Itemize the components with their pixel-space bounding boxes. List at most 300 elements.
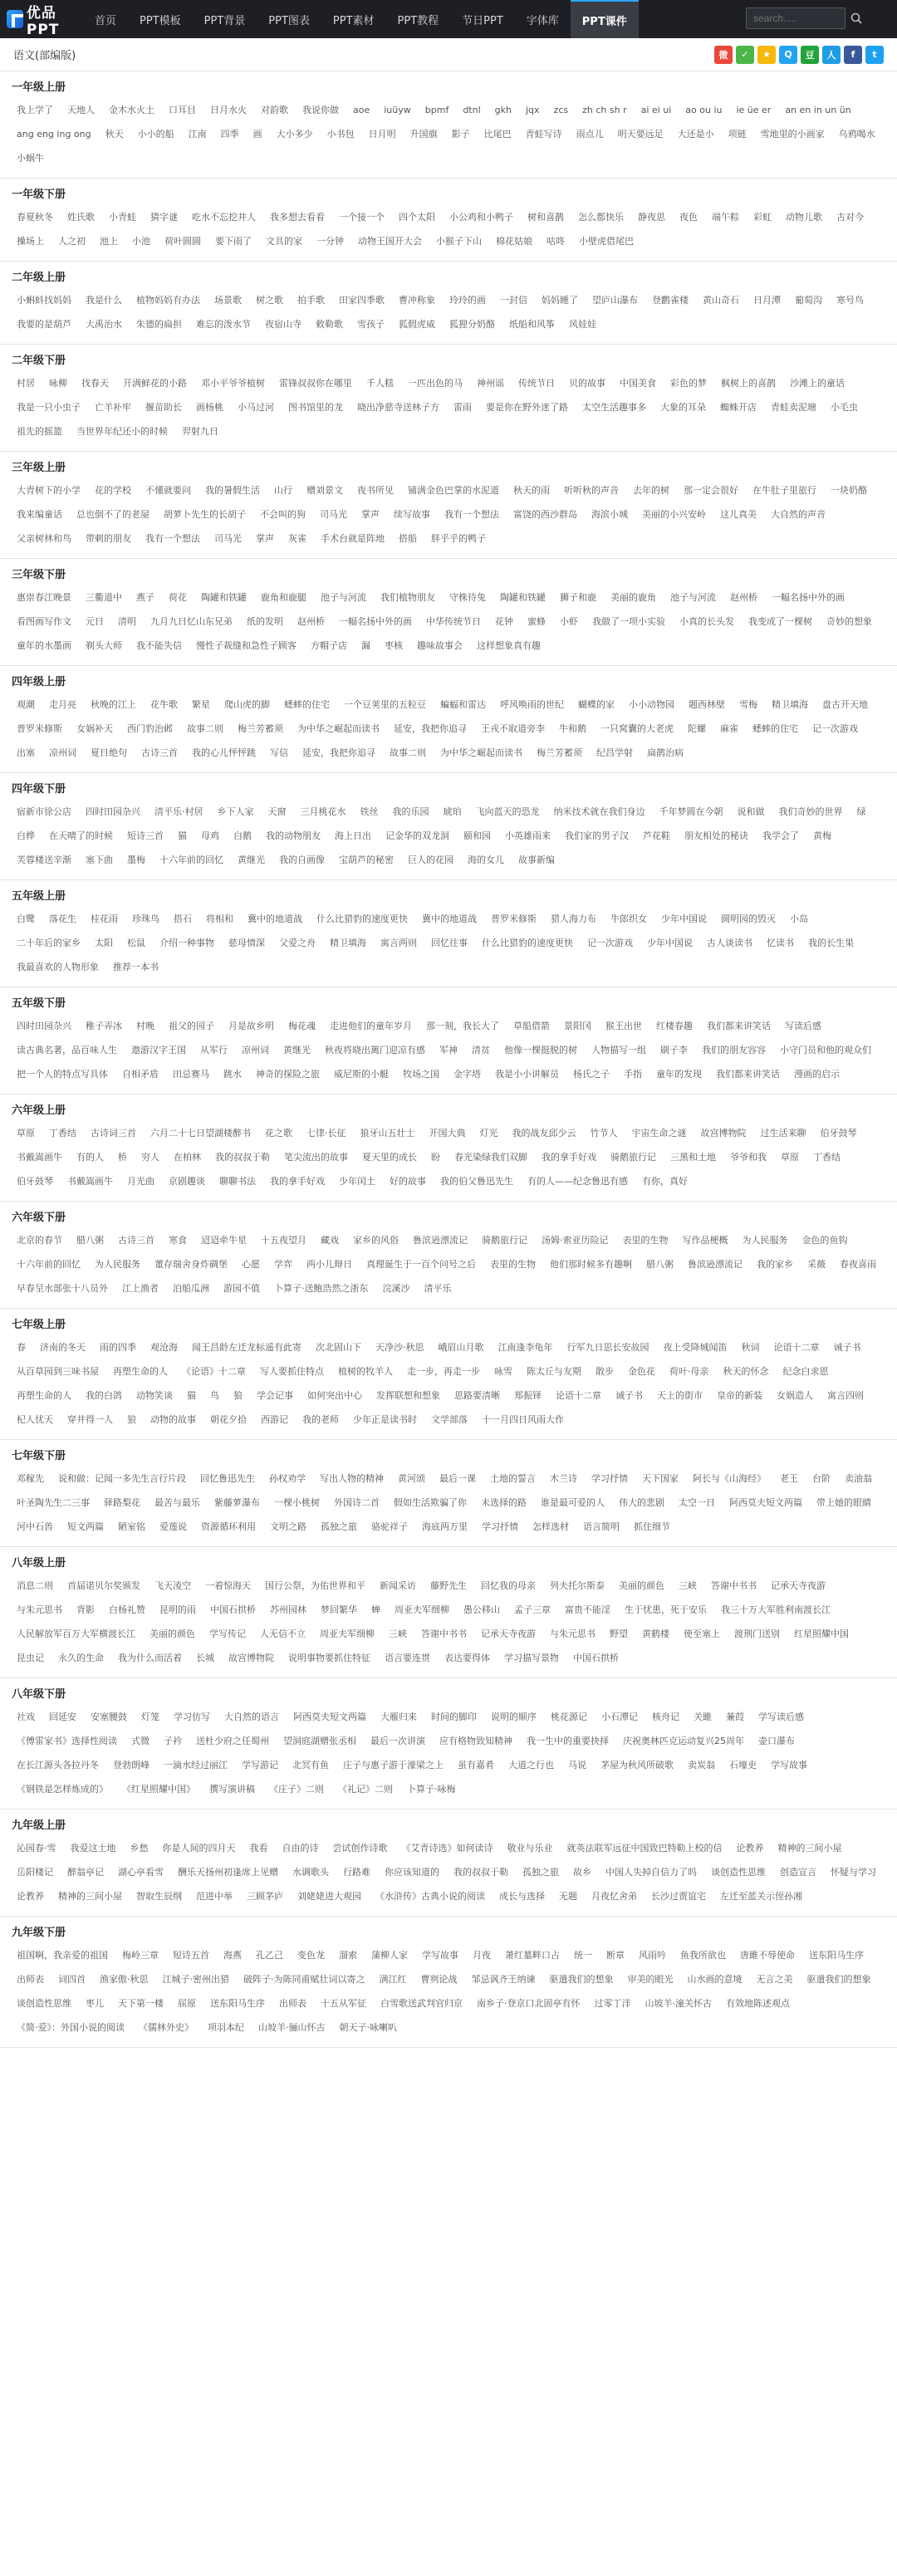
- lesson-link[interactable]: 式微: [131, 1736, 150, 1746]
- lesson-link[interactable]: 邓小平爷爷植树: [201, 378, 265, 389]
- lesson-link[interactable]: 蝙蝠和雷达: [440, 699, 486, 710]
- lesson-link[interactable]: 诫子书: [833, 1342, 861, 1353]
- lesson-link[interactable]: 月夜: [473, 1950, 491, 1961]
- lesson-link[interactable]: 怎么都快乐: [578, 212, 624, 223]
- lesson-link[interactable]: 爷爷和我: [730, 1152, 767, 1163]
- lesson-link[interactable]: 说和做：记闻一多先生言行片段: [58, 1473, 186, 1484]
- lesson-link[interactable]: 开国大典: [429, 1128, 466, 1139]
- lesson-link[interactable]: 过生活来聊: [760, 1128, 806, 1139]
- lesson-link[interactable]: 屈原: [178, 1998, 196, 2009]
- lesson-link[interactable]: 鹿角和鹿腿: [261, 592, 306, 603]
- lesson-link[interactable]: 小蝌蚪找妈妈: [17, 295, 71, 306]
- lesson-link[interactable]: 学会记事: [257, 1390, 293, 1401]
- lesson-link[interactable]: 棉花姑娘: [496, 236, 532, 247]
- lesson-link[interactable]: 杞人忧天: [17, 1414, 53, 1425]
- lesson-link[interactable]: 聊聊书法: [219, 1176, 256, 1187]
- lesson-link[interactable]: 陈太丘与友期: [527, 1366, 581, 1377]
- lesson-link[interactable]: 学写故事: [422, 1950, 458, 1961]
- lesson-link[interactable]: 故事二则: [390, 747, 426, 758]
- lesson-link[interactable]: 孤独之旅: [522, 1867, 559, 1878]
- lesson-link[interactable]: 掌声: [256, 533, 274, 544]
- lesson-link[interactable]: 方帽子店: [311, 640, 347, 651]
- lesson-link[interactable]: 昆虫记: [17, 1653, 44, 1663]
- lesson-link[interactable]: 卖油翁: [845, 1473, 872, 1484]
- lesson-link[interactable]: 铺满金色巴掌的水泥道: [408, 485, 499, 496]
- lesson-link[interactable]: 文学部落: [431, 1414, 468, 1425]
- lesson-link[interactable]: 元日: [86, 616, 104, 627]
- lesson-link[interactable]: 九月九日忆山东兄弟: [150, 616, 233, 627]
- lesson-link[interactable]: 太空生活趣事多: [582, 402, 646, 413]
- lesson-link[interactable]: 美丽的鹿角: [610, 592, 656, 603]
- lesson-link[interactable]: 曹刿论战: [420, 1974, 458, 1985]
- lesson-link[interactable]: 人物描写一组: [591, 1045, 646, 1055]
- lesson-link[interactable]: 村居: [17, 378, 35, 389]
- lesson-link[interactable]: 中华传统节日: [426, 616, 481, 627]
- lesson-link[interactable]: 枣核: [385, 640, 403, 651]
- lesson-link[interactable]: 秋天的怀念: [723, 1366, 769, 1377]
- lesson-link[interactable]: 手术台就是阵地: [321, 533, 385, 544]
- lesson-link[interactable]: 四季: [220, 129, 239, 140]
- lesson-link[interactable]: 济南的冬天: [40, 1342, 86, 1353]
- lesson-link[interactable]: 金木水火土: [109, 105, 154, 115]
- lesson-link[interactable]: 颐和园: [463, 830, 491, 841]
- lesson-link[interactable]: 大禹治水: [86, 319, 122, 330]
- douban-icon[interactable]: 豆: [801, 46, 819, 64]
- lesson-link[interactable]: iuüyw: [384, 105, 411, 115]
- lesson-link[interactable]: 出师表: [279, 1998, 306, 2009]
- lesson-link[interactable]: 有的人: [76, 1152, 104, 1163]
- lesson-link[interactable]: 我的家乡: [757, 1259, 793, 1270]
- lesson-link[interactable]: 雪孩子: [357, 319, 385, 330]
- lesson-link[interactable]: 清平乐: [424, 1283, 452, 1294]
- lesson-link[interactable]: 彩虹: [753, 212, 772, 223]
- lesson-link[interactable]: 小青蛙: [109, 212, 136, 223]
- lesson-link[interactable]: 早春呈水部张十八员外: [17, 1283, 108, 1294]
- lesson-link[interactable]: 不会叫的狗: [260, 509, 306, 520]
- lesson-link[interactable]: 伯牙鼓琴: [17, 1176, 53, 1187]
- lesson-link[interactable]: 驱遣我们的想象: [549, 1974, 614, 1985]
- lesson-link[interactable]: 语言简明: [583, 1521, 620, 1532]
- lesson-link[interactable]: 清明: [118, 616, 136, 627]
- lesson-link[interactable]: 我要的是葫芦: [17, 319, 71, 330]
- lesson-link[interactable]: 小虾: [560, 616, 578, 627]
- lesson-link[interactable]: 送东阳马生序: [809, 1950, 864, 1961]
- lesson-link[interactable]: 蒲柳人家: [371, 1950, 408, 1961]
- lesson-link[interactable]: 论教养: [736, 1843, 764, 1854]
- lesson-link[interactable]: 走月亮: [49, 699, 76, 710]
- lesson-link[interactable]: 春夏秋冬: [17, 212, 53, 223]
- lesson-link[interactable]: 大自然的声音: [771, 509, 826, 520]
- lesson-link[interactable]: 图书馆里的龙: [288, 402, 343, 413]
- lesson-link[interactable]: 台阶: [812, 1473, 831, 1484]
- lesson-link[interactable]: 行军九日思长安故园: [566, 1342, 649, 1353]
- lesson-link[interactable]: 短诗三首: [127, 830, 164, 841]
- lesson-link[interactable]: 朝天子·咏喇叭: [339, 2022, 397, 2033]
- lesson-link[interactable]: 蟋蟀的住宅: [752, 723, 798, 734]
- lesson-link[interactable]: 为人民服务: [95, 1259, 140, 1270]
- lesson-link[interactable]: 赵州桥: [297, 616, 325, 627]
- lesson-link[interactable]: 短诗五首: [173, 1950, 209, 1961]
- lesson-link[interactable]: 江南逢李龟年: [498, 1342, 553, 1353]
- lesson-link[interactable]: 我爱这土地: [70, 1843, 116, 1854]
- lesson-link[interactable]: 我们植物朋友: [380, 592, 435, 603]
- lesson-link[interactable]: 青蛙卖泥塘: [771, 402, 816, 413]
- lesson-link[interactable]: 长沙过贾谊宅: [651, 1891, 706, 1902]
- lesson-link[interactable]: 记一次游戏: [812, 723, 858, 734]
- lesson-link[interactable]: 梅岭三章: [122, 1950, 159, 1961]
- lesson-link[interactable]: 西门豹治邺: [127, 723, 173, 734]
- lesson-link[interactable]: 一只窝囊的大老虎: [600, 723, 674, 734]
- lesson-link[interactable]: 千年梦圆在今朝: [659, 806, 723, 817]
- lesson-link[interactable]: 中国石拱桥: [573, 1653, 619, 1663]
- lesson-link[interactable]: zh ch sh r: [582, 105, 627, 115]
- lesson-link[interactable]: 精神的三间小屋: [58, 1891, 122, 1902]
- lesson-link[interactable]: 腊八粥: [76, 1235, 104, 1246]
- lesson-link[interactable]: 有效地陈述观点: [726, 1998, 790, 2009]
- lesson-link[interactable]: 狼牙山五壮士: [360, 1128, 415, 1139]
- lesson-link[interactable]: 塞下曲: [86, 855, 113, 865]
- lesson-link[interactable]: 神州谣: [477, 378, 504, 389]
- lesson-link[interactable]: 土地的誓言: [490, 1473, 536, 1484]
- lesson-link[interactable]: 草原: [781, 1152, 799, 1163]
- lesson-link[interactable]: 春夜喜雨: [840, 1259, 876, 1270]
- lesson-link[interactable]: 我是一只小虫子: [17, 402, 81, 413]
- lesson-link[interactable]: 带刺的朋友: [86, 533, 131, 544]
- lesson-link[interactable]: 揠苗助长: [145, 402, 182, 413]
- lesson-link[interactable]: 江南: [188, 129, 207, 140]
- lesson-link[interactable]: 行路难: [343, 1867, 370, 1878]
- lesson-link[interactable]: 推荐一本书: [113, 962, 159, 972]
- lesson-link[interactable]: 猫: [178, 830, 187, 841]
- lesson-link[interactable]: 池子与河流: [321, 592, 366, 603]
- lesson-link[interactable]: 应有格物致知精神: [439, 1736, 512, 1746]
- lesson-link[interactable]: 我一生中的重要抉择: [527, 1736, 609, 1746]
- lesson-link[interactable]: 麻雀: [720, 723, 738, 734]
- lesson-link[interactable]: 雪梅: [739, 699, 757, 710]
- lesson-link[interactable]: 有的人——纪念鲁迅有感: [527, 1176, 628, 1187]
- lesson-link[interactable]: 亡羊补牢: [95, 402, 131, 413]
- lesson-link[interactable]: 出师表: [17, 1974, 44, 1985]
- lesson-link[interactable]: 孤独之旅: [321, 1521, 357, 1532]
- lesson-link[interactable]: 沁园春·雪: [17, 1843, 56, 1854]
- lesson-link[interactable]: 学写游记: [242, 1760, 278, 1770]
- lesson-link[interactable]: 登勃朗峰: [113, 1760, 150, 1770]
- lesson-link[interactable]: 要下雨了: [215, 236, 252, 247]
- lesson-link[interactable]: 漏: [361, 640, 370, 651]
- lesson-link[interactable]: 我们家的男子汉: [565, 830, 629, 841]
- lesson-link[interactable]: 走一步，再走一步: [407, 1366, 480, 1377]
- lesson-link[interactable]: 猴王出世: [605, 1021, 642, 1031]
- lesson-link[interactable]: 一块奶酪: [831, 485, 867, 496]
- lesson-link[interactable]: 成长与选择: [499, 1891, 545, 1902]
- lesson-link[interactable]: 记承天寺夜游: [771, 1580, 826, 1591]
- lesson-link[interactable]: 海上日出: [335, 830, 371, 841]
- lesson-link[interactable]: 吃水不忘挖井人: [192, 212, 256, 223]
- lesson-link[interactable]: 青蛙写诗: [525, 129, 562, 140]
- lesson-link[interactable]: 荷花: [169, 592, 187, 603]
- lesson-link[interactable]: 蝉: [371, 1604, 380, 1615]
- lesson-link[interactable]: 巨人的花园: [408, 855, 453, 865]
- lesson-link[interactable]: 少年中国说: [661, 913, 707, 924]
- lesson-link[interactable]: 乡下人家: [217, 806, 254, 817]
- lesson-link[interactable]: gkh: [494, 105, 512, 115]
- lesson-link[interactable]: 三峡: [389, 1628, 407, 1639]
- lesson-link[interactable]: 蟋蟀的住宅: [284, 699, 330, 710]
- lesson-link[interactable]: 最后一次讲演: [370, 1736, 425, 1746]
- lesson-link[interactable]: 江上渔者: [122, 1283, 159, 1294]
- lesson-link[interactable]: 一着惊海天: [205, 1580, 251, 1591]
- lesson-link[interactable]: 去年的树: [633, 485, 669, 496]
- lesson-link[interactable]: 大青树下的小学: [17, 485, 81, 496]
- lesson-link[interactable]: 创造宣言: [780, 1867, 816, 1878]
- lesson-link[interactable]: 黄河颂: [398, 1473, 425, 1484]
- lesson-link[interactable]: 陶罐和铁罐: [201, 592, 247, 603]
- lesson-link[interactable]: 夏日绝句: [91, 747, 127, 758]
- lesson-link[interactable]: 送东阳马生序: [210, 1998, 265, 2009]
- lesson-link[interactable]: 记承天寺夜游: [481, 1628, 536, 1639]
- lesson-link[interactable]: 盘古开天地: [822, 699, 868, 710]
- lesson-link[interactable]: 夜色: [679, 212, 698, 223]
- lesson-link[interactable]: 蜜蜂: [527, 616, 546, 627]
- lesson-link[interactable]: 我的自画像: [279, 855, 325, 865]
- lesson-link[interactable]: 爬山虎的脚: [224, 699, 270, 710]
- lesson-link[interactable]: 在牛肚子里旅行: [752, 485, 816, 496]
- lesson-link[interactable]: 从军行: [200, 1045, 228, 1055]
- lesson-link[interactable]: 雨点儿: [576, 129, 604, 140]
- lesson-link[interactable]: 自由的诗: [282, 1843, 319, 1854]
- lesson-link[interactable]: 雷锋叔叔你在哪里: [279, 378, 352, 389]
- lesson-link[interactable]: 新闻采访: [380, 1580, 416, 1591]
- lesson-link[interactable]: 关雎: [694, 1712, 712, 1722]
- lesson-link[interactable]: 荷叶圆圆: [164, 236, 201, 247]
- lesson-link[interactable]: 小书包: [326, 129, 355, 140]
- lesson-link[interactable]: 传统节日: [518, 378, 555, 389]
- lesson-link[interactable]: 朋友相处的秘诀: [684, 830, 748, 841]
- lesson-link[interactable]: 动物儿歌: [786, 212, 822, 223]
- lesson-link[interactable]: 穿井得一人: [67, 1414, 113, 1425]
- lesson-link[interactable]: 陶罐和铁罐: [500, 592, 546, 603]
- lesson-link[interactable]: 威尼斯的小艇: [334, 1069, 389, 1080]
- lesson-link[interactable]: 动物的故事: [150, 1414, 196, 1425]
- lesson-link[interactable]: 陋室铭: [118, 1521, 145, 1532]
- lesson-link[interactable]: 海滨小城: [591, 509, 628, 520]
- lesson-link[interactable]: 夜书所见: [357, 485, 394, 496]
- lesson-link[interactable]: 花牛歌: [150, 699, 178, 710]
- lesson-link[interactable]: 如何突出中心: [307, 1390, 362, 1401]
- lesson-link[interactable]: 春: [17, 1342, 26, 1353]
- lesson-link[interactable]: 晓出净慈寺送林子方: [357, 402, 439, 413]
- lesson-link[interactable]: 永久的生命: [58, 1653, 104, 1663]
- lesson-link[interactable]: 我的战友邱少云: [512, 1128, 576, 1139]
- lesson-link[interactable]: 这儿真美: [720, 509, 757, 520]
- lesson-link[interactable]: 断章: [606, 1950, 625, 1961]
- lesson-link[interactable]: 我的白鸽: [86, 1390, 122, 1401]
- lesson-link[interactable]: 鱼我所欲也: [680, 1950, 726, 1961]
- lesson-link[interactable]: 首届诺贝尔奖颁发: [67, 1580, 140, 1591]
- lesson-link[interactable]: 大还是小: [677, 129, 714, 140]
- lesson-link[interactable]: 无言之美: [756, 1974, 793, 1985]
- lesson-link[interactable]: 夏天里的成长: [362, 1152, 417, 1163]
- lesson-link[interactable]: 陀螺: [688, 723, 706, 734]
- lesson-link[interactable]: 邹忌讽齐王纳谏: [471, 1974, 536, 1985]
- lesson-link[interactable]: 延安，我把你追寻: [302, 747, 375, 758]
- lesson-link[interactable]: 三顾茅庐: [247, 1891, 283, 1902]
- lesson-link[interactable]: 我做了一项小实验: [592, 616, 665, 627]
- lesson-link[interactable]: 书戴嵩画牛: [67, 1176, 113, 1187]
- lesson-link[interactable]: 记一次游戏: [587, 938, 633, 948]
- lesson-link[interactable]: 故乡: [573, 1867, 591, 1878]
- nav-item[interactable]: PPT课件: [571, 0, 639, 38]
- lesson-link[interactable]: 《简·爱》：外国小说的阅读: [17, 2022, 125, 2033]
- lesson-link[interactable]: 一封信: [500, 295, 527, 306]
- lesson-link[interactable]: 母鸡: [201, 830, 219, 841]
- lesson-link[interactable]: 论教养: [17, 1891, 44, 1902]
- lesson-link[interactable]: 智取生辰纲: [136, 1891, 182, 1902]
- lesson-link[interactable]: 宝葫芦的秘密: [339, 855, 394, 865]
- lesson-link[interactable]: 美丽的颜色: [150, 1628, 195, 1639]
- lesson-link[interactable]: 什么比猎豹的速度更快: [316, 913, 408, 924]
- lesson-link[interactable]: 周亚夫军细柳: [395, 1604, 449, 1615]
- lesson-link[interactable]: 我的乐园: [392, 806, 429, 817]
- lesson-link[interactable]: 卜算子·送鲍浩然之浙东: [274, 1283, 369, 1294]
- wechat-icon[interactable]: ✓: [736, 46, 754, 64]
- lesson-link[interactable]: 故宫博物院: [228, 1653, 274, 1663]
- lesson-link[interactable]: 寓言四则: [827, 1390, 864, 1401]
- lesson-link[interactable]: 我三十万大军胜利南渡长江: [721, 1604, 831, 1615]
- lesson-link[interactable]: 表里的生物: [622, 1235, 669, 1246]
- lesson-link[interactable]: 咏雪: [494, 1366, 512, 1377]
- lesson-link[interactable]: 小岛: [790, 913, 808, 924]
- lesson-link[interactable]: 一个接一个: [339, 212, 385, 223]
- lesson-link[interactable]: 故宫博物院: [700, 1128, 747, 1139]
- lesson-link[interactable]: 丁香结: [813, 1152, 841, 1163]
- lesson-link[interactable]: 读古典名著，品百味人生: [17, 1045, 117, 1055]
- lesson-link[interactable]: 丁香结: [49, 1128, 76, 1139]
- lesson-link[interactable]: 《水浒传》古典小说的阅读: [375, 1891, 485, 1902]
- lesson-link[interactable]: ie üe er: [736, 105, 772, 115]
- lesson-link[interactable]: 猫: [187, 1390, 196, 1401]
- lesson-link[interactable]: 我看: [249, 1843, 268, 1854]
- lesson-link[interactable]: 浣溪沙: [382, 1283, 410, 1294]
- lesson-link[interactable]: 繁星: [192, 699, 210, 710]
- lesson-link[interactable]: 孙权劝学: [269, 1473, 306, 1484]
- lesson-link[interactable]: 惠崇春江晚景: [17, 592, 71, 603]
- lesson-link[interactable]: 泊船瓜洲: [173, 1283, 209, 1294]
- lesson-link[interactable]: 天下国家: [642, 1473, 679, 1484]
- lesson-link[interactable]: 纳米技术就在我们身边: [553, 806, 645, 817]
- lesson-link[interactable]: 精卫填海: [330, 938, 366, 948]
- lesson-link[interactable]: 普罗米修斯: [491, 913, 537, 924]
- lesson-link[interactable]: 他们那时候多有趣啊: [550, 1259, 632, 1270]
- lesson-link[interactable]: 孟子三章: [514, 1604, 551, 1615]
- lesson-link[interactable]: 阿长与《山海经》: [693, 1473, 766, 1484]
- lesson-link[interactable]: 怀疑与学习: [831, 1867, 876, 1878]
- lesson-link[interactable]: 在长江源头各拉丹冬: [17, 1760, 99, 1770]
- lesson-link[interactable]: 延安，我把你追寻: [394, 723, 467, 734]
- lesson-link[interactable]: 植树的牧羊人: [338, 1366, 393, 1377]
- lesson-link[interactable]: 《红星照耀中国》: [122, 1784, 195, 1795]
- lesson-link[interactable]: 葡萄沟: [795, 295, 822, 306]
- lesson-link[interactable]: 《庄子》二则: [269, 1784, 324, 1795]
- lesson-link[interactable]: 《艾青诗选》如何读诗: [401, 1843, 493, 1854]
- lesson-link[interactable]: 我们都来讲笑话: [707, 1021, 771, 1031]
- lesson-link[interactable]: 雪地里的小画家: [760, 129, 825, 140]
- lesson-link[interactable]: 听听秋的声音: [564, 485, 619, 496]
- lesson-link[interactable]: 使至塞上: [684, 1628, 720, 1639]
- lesson-link[interactable]: 诫子书: [615, 1390, 643, 1401]
- lesson-link[interactable]: 再塑生命的人: [17, 1390, 71, 1401]
- nav-item[interactable]: PPT教程: [397, 14, 439, 27]
- lesson-link[interactable]: 最苦与最乐: [154, 1497, 200, 1508]
- lesson-link[interactable]: 祖国啊，我亲爱的祖国: [17, 1950, 108, 1961]
- lesson-link[interactable]: 我的叔叔于勒: [453, 1867, 508, 1878]
- lesson-link[interactable]: 比尾巴: [483, 129, 512, 140]
- lesson-link[interactable]: 人之初: [58, 236, 86, 247]
- lesson-link[interactable]: 项羽本纪: [208, 2022, 244, 2033]
- lesson-link[interactable]: 将相和: [206, 913, 233, 924]
- lesson-link[interactable]: 贝的故事: [569, 378, 605, 389]
- lesson-link[interactable]: 望洞庭湖赠张丞相: [283, 1736, 356, 1746]
- lesson-link[interactable]: 背影: [76, 1604, 95, 1615]
- lesson-link[interactable]: 郑振铎: [514, 1390, 542, 1401]
- lesson-link[interactable]: 蜘蛛开店: [720, 402, 757, 413]
- lesson-link[interactable]: 千人糕: [366, 378, 394, 389]
- lesson-link[interactable]: 藏戏: [321, 1235, 339, 1246]
- lesson-link[interactable]: 普罗米修斯: [17, 723, 62, 734]
- lesson-link[interactable]: 说明事物要抓住特征: [288, 1653, 370, 1663]
- lesson-link[interactable]: 故事新编: [518, 855, 555, 865]
- lesson-link[interactable]: 伯牙鼓琴: [820, 1128, 857, 1139]
- lesson-link[interactable]: 中国石拱桥: [210, 1604, 256, 1615]
- lesson-link[interactable]: 牛郎织女: [610, 913, 647, 924]
- lesson-link[interactable]: 小壁虎借尾巴: [579, 236, 634, 247]
- lesson-link[interactable]: 花的学校: [95, 485, 131, 496]
- lesson-link[interactable]: 荷叶·母亲: [669, 1366, 709, 1377]
- lesson-link[interactable]: 拍手歌: [297, 295, 325, 306]
- lesson-link[interactable]: 狼: [233, 1390, 243, 1401]
- lesson-link[interactable]: 军神: [439, 1045, 458, 1055]
- lesson-link[interactable]: 天地人: [67, 105, 95, 115]
- lesson-link[interactable]: 海的女儿: [468, 855, 504, 865]
- lesson-link[interactable]: 田忌赛马: [173, 1069, 209, 1080]
- lesson-link[interactable]: ai ei ui: [640, 105, 672, 115]
- search-input[interactable]: [746, 7, 846, 29]
- lesson-link[interactable]: 冀中的地道战: [422, 913, 477, 924]
- lesson-link[interactable]: 竹节人: [590, 1128, 618, 1139]
- lesson-link[interactable]: 短文两篇: [67, 1521, 104, 1532]
- lesson-link[interactable]: 我变成了一棵树: [748, 616, 812, 627]
- lesson-link[interactable]: 大小多少: [276, 129, 313, 140]
- lesson-link[interactable]: 草船借箭: [513, 1021, 550, 1031]
- lesson-link[interactable]: 说明的顺序: [491, 1712, 537, 1722]
- lesson-link[interactable]: 白鹭: [17, 913, 35, 924]
- lesson-link[interactable]: 风雨吟: [639, 1950, 666, 1961]
- lesson-link[interactable]: 一棵小桃树: [274, 1497, 320, 1508]
- lesson-link[interactable]: 静夜思: [638, 212, 665, 223]
- lesson-link[interactable]: 写作品梗概: [682, 1235, 728, 1246]
- lesson-link[interactable]: 羿射九日: [182, 426, 218, 437]
- lesson-link[interactable]: 壶口瀑布: [758, 1736, 795, 1746]
- lesson-link[interactable]: 操场上: [17, 236, 44, 247]
- lesson-link[interactable]: 写读后感: [785, 1021, 821, 1031]
- lesson-link[interactable]: 小小动物园: [629, 699, 674, 710]
- lesson-link[interactable]: 穷人: [141, 1152, 159, 1163]
- lesson-link[interactable]: 为中华之崛起而读书: [440, 747, 522, 758]
- lesson-link[interactable]: 书戴嵩画牛: [17, 1152, 62, 1163]
- lesson-link[interactable]: 刷子李: [660, 1045, 688, 1055]
- lesson-link[interactable]: 美丽的小兴安岭: [642, 509, 706, 520]
- lesson-link[interactable]: 搭船: [399, 533, 417, 544]
